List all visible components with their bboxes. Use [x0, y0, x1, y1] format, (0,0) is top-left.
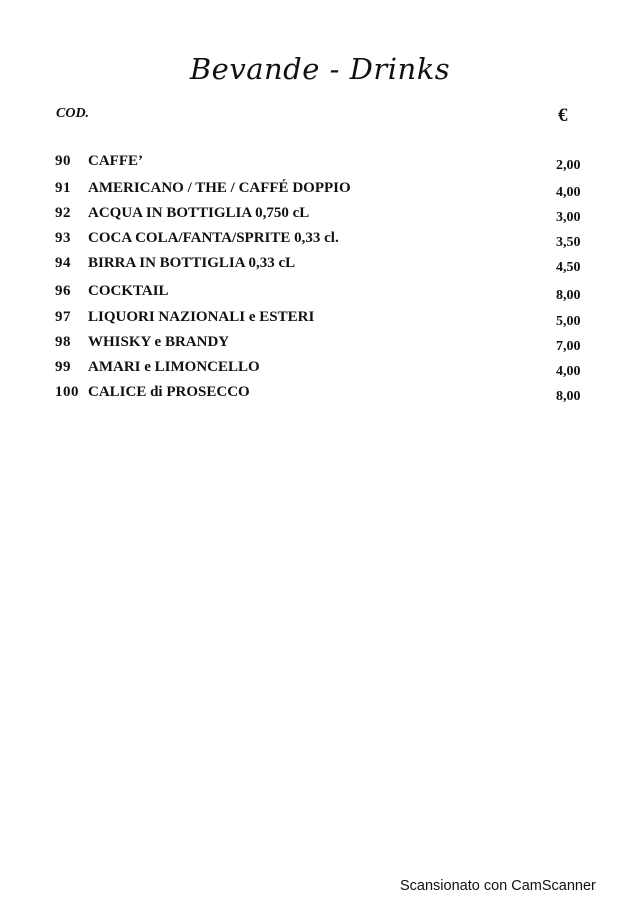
- item-code: 99: [55, 359, 71, 375]
- item-price: 4,50: [556, 260, 581, 275]
- item-name: AMARI e LIMONCELLO: [88, 359, 260, 375]
- item-code: 97: [55, 309, 71, 325]
- item-code: 96: [55, 283, 71, 299]
- menu-item: [0, 255, 640, 277]
- menu-item: [0, 180, 640, 202]
- menu-item: [0, 334, 640, 356]
- item-name: LIQUORI NAZIONALI e ESTERI: [88, 309, 315, 325]
- item-name: AMERICANO / THE / CAFFÉ DOPPIO: [88, 180, 351, 196]
- scanner-watermark: Scansionato con CamScanner: [400, 878, 596, 894]
- item-price: 5,00: [556, 314, 581, 329]
- item-price: 2,00: [556, 158, 581, 173]
- item-name: ACQUA IN BOTTIGLIA 0,750 cL: [88, 205, 310, 221]
- item-code: 98: [55, 334, 71, 350]
- menu-item: [0, 359, 640, 381]
- item-name: COCKTAIL: [88, 283, 169, 299]
- menu-item: [0, 309, 640, 331]
- item-code: 92: [55, 205, 71, 221]
- item-name: WHISKY e BRANDY: [88, 334, 230, 350]
- menu-item: [0, 153, 640, 175]
- item-code: 90: [55, 153, 71, 169]
- item-name: CALICE di PROSECCO: [88, 384, 250, 400]
- item-price: 3,00: [556, 210, 581, 225]
- item-price: 4,00: [556, 185, 581, 200]
- menu-item: [0, 283, 640, 305]
- item-name: COCA COLA/FANTA/SPRITE 0,33 cl.: [88, 230, 339, 246]
- item-code: 94: [55, 255, 71, 271]
- code-column-header: COD.: [56, 106, 90, 121]
- menu-item: [0, 205, 640, 227]
- item-code: 93: [55, 230, 71, 246]
- item-price: 3,50: [556, 235, 581, 250]
- item-price: 4,00: [556, 364, 581, 379]
- page-title: Bevande - Drinks: [189, 52, 451, 86]
- menu-item: [0, 230, 640, 252]
- item-name: BIRRA IN BOTTIGLIA 0,33 cL: [88, 255, 296, 271]
- item-name: CAFFE’: [88, 153, 143, 169]
- price-column-header: €: [558, 105, 568, 126]
- menu-item: [0, 384, 640, 406]
- item-price: 8,00: [556, 389, 581, 404]
- item-code: 100: [55, 384, 79, 400]
- item-code: 91: [55, 180, 71, 196]
- item-price: 8,00: [556, 288, 581, 303]
- item-price: 7,00: [556, 339, 581, 354]
